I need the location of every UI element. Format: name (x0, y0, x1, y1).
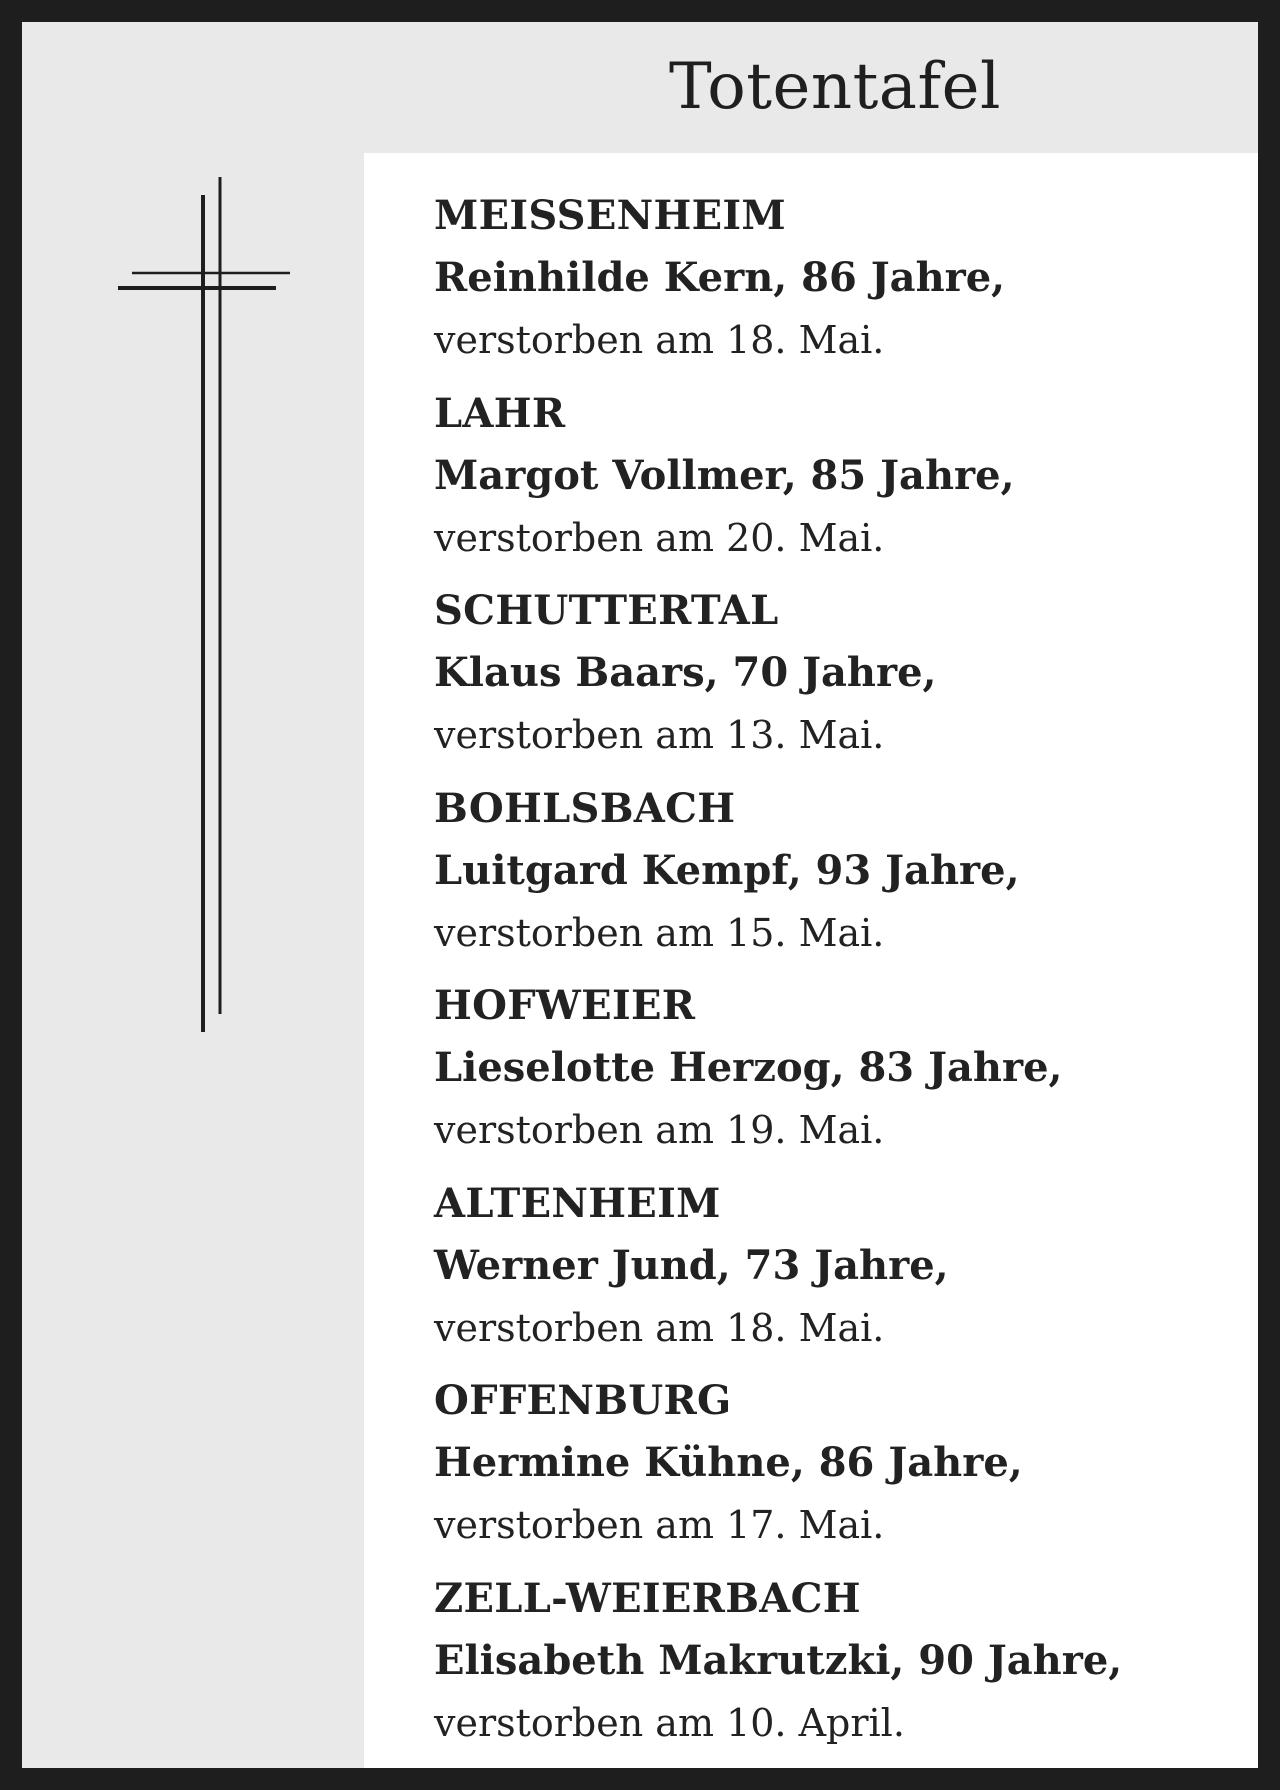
entry-place: ALTENHEIM (434, 1179, 721, 1227)
entry-name: Margot Vollmer, 85 Jahre, (434, 451, 1015, 499)
obituary-entry (434, 1173, 1238, 1371)
obituary-entry (434, 1370, 1238, 1568)
page-title: Totentafel (669, 50, 1001, 124)
entry-name: Elisabeth Makrutzki, 90 Jahre, (434, 1636, 1123, 1684)
obituary-entry (434, 580, 1238, 778)
entry-place: BOHLSBACH (434, 784, 736, 832)
entry-place: OFFENBURG (434, 1377, 732, 1424)
entry-date: verstorben am 18. Mai. (434, 1305, 885, 1350)
entry-date: verstorben am 10. April. (434, 1700, 905, 1745)
entry-date: verstorben am 20. Mai. (434, 515, 885, 560)
entry-date: verstorben am 19. Mai. (434, 1108, 885, 1152)
obituary-entry (434, 778, 1238, 976)
entry-name: Luitgard Kempf, 93 Jahre, (434, 846, 1020, 894)
entry-place: HOFWEIER (434, 982, 696, 1029)
entry-place: SCHUTTERTAL (434, 587, 779, 634)
obituary-entry (434, 1568, 1238, 1766)
entry-name: Lieselotte Herzog, 83 Jahre, (434, 1044, 1063, 1091)
cross-icon (92, 152, 312, 1032)
obituary-entry (434, 185, 1238, 383)
entry-date: verstorben am 17. Mai. (434, 1503, 885, 1547)
entry-date: verstorben am 15. Mai. (434, 910, 885, 955)
entry-place: ZELL-WEIERBACH (434, 1574, 861, 1622)
entry-name: Reinhilde Kern, 86 Jahre, (434, 254, 1006, 301)
obituary-entry (434, 975, 1238, 1173)
entry-date: verstorben am 13. Mai. (434, 713, 885, 757)
entry-name: Hermine Kühne, 86 Jahre, (434, 1439, 1023, 1486)
obituary-board (22, 22, 1258, 1768)
obituary-entry (434, 383, 1238, 581)
obituary-list-panel (364, 153, 1258, 1768)
entry-place: MEISSENHEIM (434, 192, 786, 239)
entry-place: LAHR (434, 389, 566, 437)
obituary-list (434, 185, 1238, 1765)
entry-date: verstorben am 18. Mai. (434, 318, 885, 362)
entry-name: Klaus Baars, 70 Jahre, (434, 649, 937, 696)
entry-name: Werner Jund, 73 Jahre, (434, 1241, 949, 1289)
